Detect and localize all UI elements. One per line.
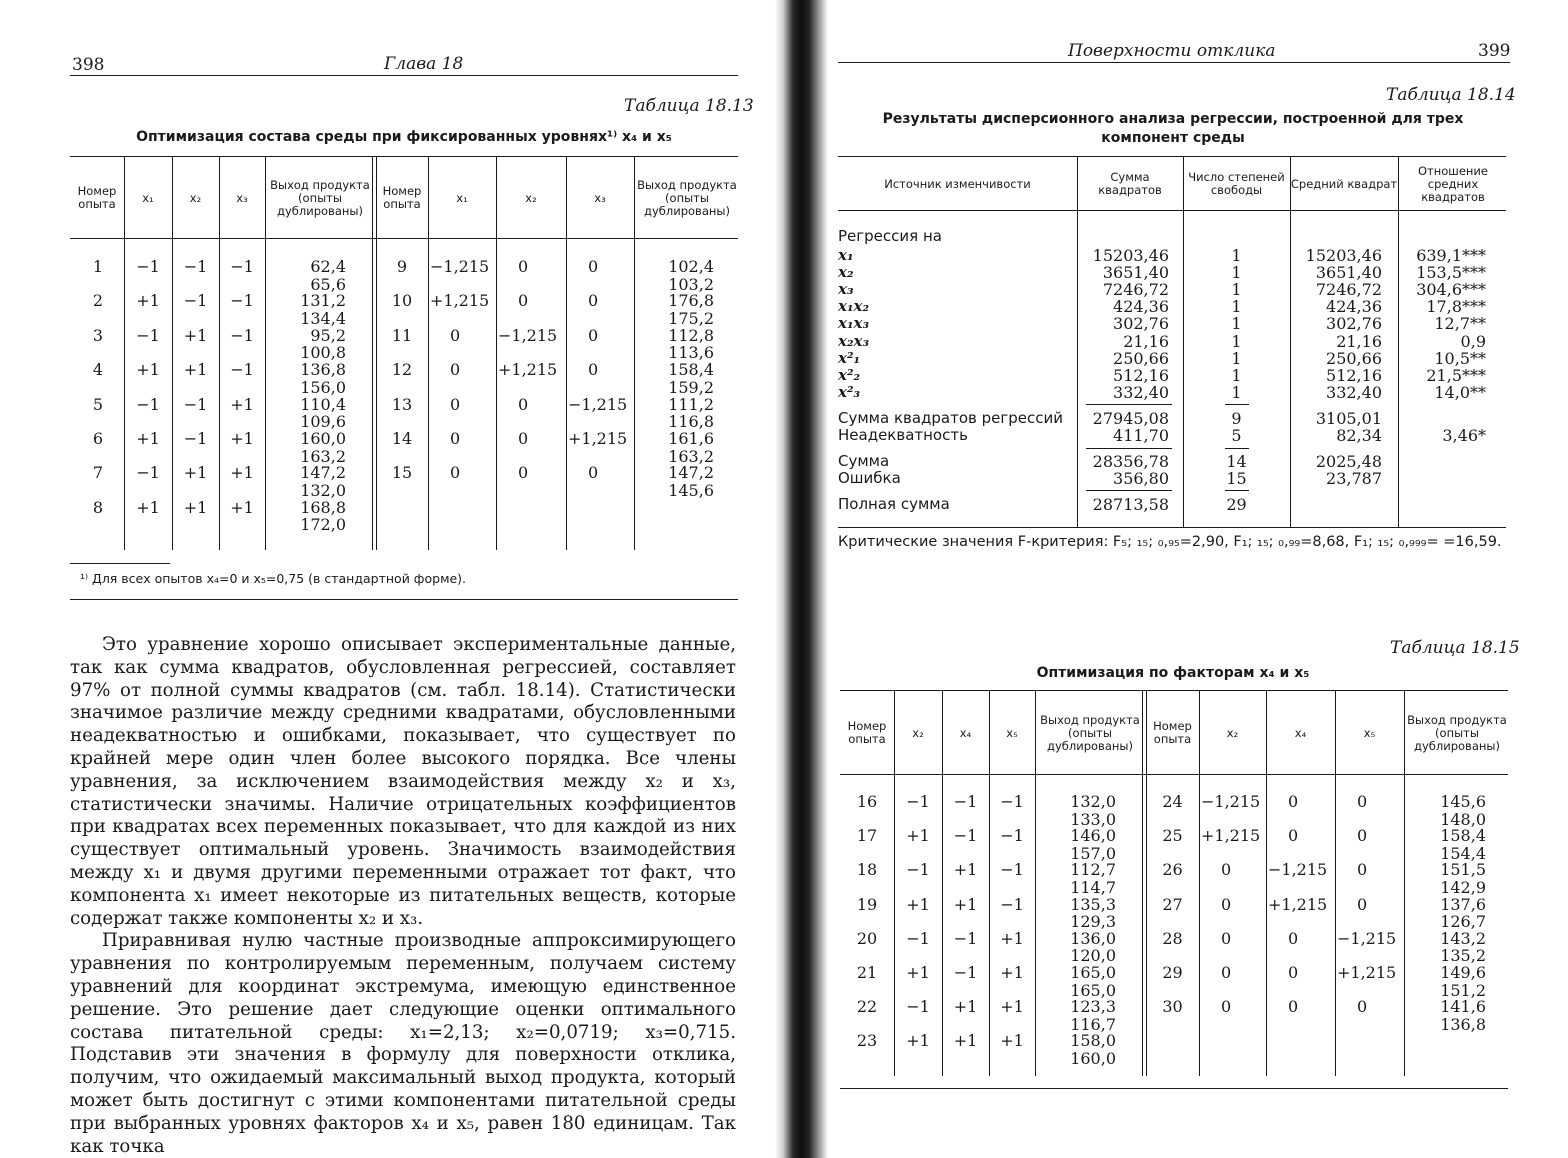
x5-value: +1,215 (1337, 963, 1397, 982)
mean-square: 23,787 (1326, 469, 1382, 488)
x3-value: +1 (230, 497, 254, 517)
t14-critical-values: Критические значения F-критерия: F₅; ₁₅; ₀,₉₅=2,90, F₁; ₁₅; ₀,₉₉=8,68, F₁; ₁₅; ₀,₉₉₉= =16,59. (838, 534, 1502, 550)
mean-square: 250,66 (1326, 348, 1382, 368)
run-number: 23 (856, 1031, 878, 1051)
yield-value: 102,4 103,2 (668, 257, 714, 294)
yield-value: 158,0 160,0 (1070, 1031, 1116, 1068)
source-label: x₁ (838, 246, 854, 264)
f-ratio: 14,0** (1434, 382, 1486, 402)
x5-value: 0 (1357, 792, 1368, 811)
x4-value: 0 (1288, 997, 1299, 1017)
degrees-of-freedom: 1 (1231, 297, 1242, 317)
run-number: 6 (92, 429, 104, 448)
table-18-14-label: Таблица 18.14 (1386, 85, 1516, 105)
source-label: x₁x₂ (838, 297, 870, 316)
degrees-of-freedom: 1 (1231, 246, 1242, 265)
x3-value: −1,215 (568, 394, 628, 414)
x2-value: +1,215 (1201, 826, 1261, 846)
mean-square: 82,34 (1336, 426, 1382, 445)
x1-value: −1 (136, 325, 160, 345)
run-number: 29 (1162, 963, 1183, 982)
col-header-x3-2: x₃ (594, 190, 606, 205)
sum-of-squares: 7246,72 (1102, 280, 1169, 300)
run-number: 24 (1162, 792, 1183, 811)
yield-value: 147,2 145,6 (668, 463, 714, 500)
col-header-x1-2: x₁ (456, 190, 468, 205)
sum-of-squares: 411,70 (1113, 426, 1169, 445)
x5-value: −1 (1000, 894, 1024, 914)
summary-label: Сумма квадратов регрессий (838, 409, 1064, 427)
run-number: 18 (856, 860, 878, 880)
degrees-of-freedom: 1 (1231, 314, 1242, 334)
x2-value: 0 (1221, 894, 1232, 914)
x2-value: −1 (183, 429, 208, 448)
x5-value: +1 (1000, 1031, 1024, 1051)
run-number: 9 (396, 257, 408, 276)
degrees-of-freedom: 1 (1231, 382, 1242, 402)
yield-value: 145,6 148,0 (1440, 792, 1486, 829)
yield-value: 158,4 159,2 (668, 360, 714, 397)
table-18-14-bottom-rule (838, 527, 1506, 528)
yield-value: 123,3 116,7 (1070, 997, 1116, 1034)
degrees-of-freedom: 1 (1231, 331, 1242, 351)
mean-square: 332,40 (1326, 382, 1382, 402)
sum-of-squares: 28356,78 (1092, 452, 1169, 471)
x2-value: −1 (183, 291, 208, 311)
yield-value: 136,8 156,0 (300, 360, 346, 397)
run-number: 1 (92, 257, 104, 276)
body-text (70, 634, 736, 1158)
f-ratio: 21,5*** (1426, 365, 1486, 385)
t15-col-header-run-2: Номер опыта (1153, 719, 1192, 746)
header-rule-right (838, 62, 1510, 63)
right-page (828, 0, 1568, 1158)
x2-value: +1 (906, 1031, 930, 1051)
mean-square: 512,16 (1326, 365, 1382, 385)
x4-value: +1,215 (1268, 894, 1328, 914)
x2-value: +1,215 (498, 360, 558, 380)
f-ratio: 304,6*** (1416, 280, 1486, 300)
yield-value: 95,2 100,8 (300, 325, 346, 363)
x2-value: −1 (906, 928, 930, 948)
yield-value: 161,6 163,2 (668, 429, 714, 466)
t15-col-header-x2: x₂ (912, 725, 924, 740)
source-label: x₃ (838, 280, 854, 299)
run-number: 2 (92, 291, 104, 311)
x2-value: 0 (518, 257, 529, 276)
table-18-15-bottom-rule (840, 1088, 1508, 1089)
x2-value: 0 (1221, 963, 1232, 982)
x4-value: +1 (953, 1031, 978, 1051)
x5-value: −1 (1000, 860, 1024, 880)
mean-square: 21,16 (1336, 331, 1382, 351)
x1-value: 0 (450, 463, 461, 483)
f-ratio: 153,5*** (1416, 263, 1486, 283)
x2-value: 0 (1221, 928, 1232, 948)
running-head-left: Глава 18 (384, 54, 464, 74)
col-header-x2: x₂ (189, 190, 202, 205)
x1-value: −1 (136, 463, 160, 483)
x1-value: 0 (450, 394, 461, 414)
x1-value: +1,215 (430, 291, 490, 311)
table-18-13-caption: Оптимизация состава среды при фиксированных уровнях¹⁾ x₄ и x₅ (136, 129, 672, 145)
degrees-of-freedom: 5 (1231, 426, 1242, 445)
x4-value: −1 (953, 963, 978, 982)
table-18-13-bottom-rule (70, 599, 738, 600)
run-number: 10 (391, 291, 413, 311)
x2-value: −1 (183, 394, 208, 414)
col-header-run: Номер опыта (77, 184, 117, 211)
col-header-x3: x₃ (236, 190, 248, 205)
running-head-right: Поверхности отклика (1068, 41, 1276, 61)
x2-value: −1,215 (498, 325, 558, 345)
run-number: 14 (391, 429, 413, 448)
x4-value: −1 (953, 928, 978, 948)
degrees-of-freedom: 1 (1231, 348, 1242, 368)
mean-square: 3105,01 (1315, 409, 1382, 428)
run-number: 16 (856, 792, 878, 811)
table-18-14-header-rule (838, 210, 1506, 211)
degrees-of-freedom: 1 (1231, 280, 1242, 300)
x3-value: +1 (230, 429, 254, 448)
x4-value: 0 (1288, 928, 1299, 948)
f-ratio: 12,7** (1434, 314, 1486, 334)
x3-value: 0 (588, 325, 599, 345)
x2-value: +1 (906, 826, 930, 846)
source-label: x₂ (838, 263, 854, 282)
f-ratio: 17,8*** (1426, 297, 1486, 317)
yield-value: 160,0 163,2 (300, 429, 346, 466)
table-18-14-top-rule (838, 156, 1506, 157)
run-number: 3 (92, 325, 104, 345)
sum-of-squares: 356,80 (1113, 469, 1169, 488)
table-18-15-top-rule (840, 690, 1508, 691)
x2-value: −1 (183, 257, 208, 276)
x4-value: 0 (1288, 963, 1299, 982)
table-18-13-label: Таблица 18.13 (624, 96, 754, 116)
yield-value: 151,5 142,9 (1440, 860, 1486, 897)
col-header-x2-2: x₂ (525, 190, 537, 205)
x5-value: −1 (1000, 792, 1024, 811)
degrees-of-freedom: 29 (1226, 495, 1247, 514)
sum-of-squares: 27945,08 (1092, 409, 1169, 428)
x3-value: +1 (230, 394, 254, 414)
x5-value: 0 (1357, 997, 1368, 1017)
x1-value: +1 (136, 429, 160, 448)
x2-value: 0 (518, 429, 529, 448)
x4-value: +1 (953, 860, 978, 880)
run-number: 27 (1162, 894, 1183, 914)
t14-regression-heading: Регрессия на (838, 227, 942, 245)
x1-value: +1 (136, 360, 160, 380)
header-rule-left (70, 75, 738, 76)
x4-value: −1 (953, 826, 978, 846)
x1-value: −1,215 (430, 257, 490, 276)
degrees-of-freedom: 1 (1231, 365, 1242, 385)
sum-of-squares: 15203,46 (1092, 246, 1169, 265)
run-number: 11 (391, 325, 413, 345)
run-number: 12 (391, 360, 413, 380)
mean-square: 7246,72 (1315, 280, 1382, 300)
x5-value: −1 (1000, 826, 1024, 846)
x2-value: −1 (906, 860, 930, 880)
table-18-13-footnote: ¹⁾ Для всех опытов x₄=0 и x₅=0,75 (в стандартной форме). (80, 571, 467, 586)
run-number: 20 (856, 928, 878, 948)
sum-of-squares: 302,76 (1113, 314, 1169, 334)
run-number: 4 (92, 360, 104, 380)
summary-label: Неадекватность (838, 426, 968, 444)
source-label: x²₃ (838, 382, 861, 401)
summary-label: Сумма (838, 452, 890, 470)
yield-value: 112,8 113,6 (668, 325, 714, 363)
run-number: 7 (92, 463, 104, 483)
source-label: x²₁ (838, 348, 861, 367)
yield-value: 141,6 136,8 (1440, 997, 1486, 1034)
x4-value: −1 (953, 792, 978, 811)
run-number: 15 (391, 463, 413, 483)
x3-value: −1 (230, 257, 254, 276)
x1-value: −1 (136, 257, 160, 276)
table-18-13-footnote-rule (70, 563, 170, 564)
table-18-15-header-rule (840, 774, 1508, 775)
yield-value: 165,0 165,0 (1070, 963, 1116, 1000)
x5-value: −1,215 (1337, 928, 1397, 948)
source-label: x₁x₃ (838, 314, 870, 333)
sum-of-squares: 512,16 (1113, 365, 1169, 385)
x5-value: +1 (1000, 963, 1024, 982)
t15-col-header-run: Номер опыта (847, 719, 887, 746)
f-ratio: 10,5** (1434, 348, 1486, 368)
x5-value: +1 (1000, 997, 1024, 1017)
x5-value: 0 (1357, 894, 1368, 914)
t14-header-f: Отношение средних квадратов (1418, 163, 1488, 204)
x1-value: +1 (136, 497, 160, 517)
x2-value: +1 (183, 463, 208, 483)
degrees-of-freedom: 9 (1231, 409, 1242, 428)
x1-value: −1 (136, 394, 160, 414)
x2-value: +1 (183, 325, 208, 345)
t14-header-ms: Средний квадрат (1290, 176, 1398, 191)
subtotal-rule (1225, 448, 1249, 449)
f-ratio: 639,1*** (1416, 246, 1486, 265)
x2-value: 0 (518, 394, 529, 414)
mean-square: 15203,46 (1305, 246, 1382, 265)
book-gutter (775, 0, 828, 1158)
col-header-yield-2: Выход продукта (опыты дублированы) (637, 177, 737, 218)
run-number: 21 (856, 963, 878, 982)
x3-value: 0 (588, 360, 599, 380)
col-header-yield: Выход продукта (опыты дублированы) (270, 177, 370, 218)
subtotal-rule (1086, 490, 1172, 491)
table-18-13-top-rule (70, 156, 738, 157)
t15-col-header-x2-2: x₂ (1226, 725, 1239, 740)
page-number-right: 399 (1478, 41, 1511, 61)
x1-value: +1 (136, 291, 160, 311)
table-18-14-caption: Результаты дисперсионного анализа регрессии, построенной для трех компонент среды (882, 111, 1464, 146)
sum-of-squares: 332,40 (1113, 382, 1169, 402)
x2-value: +1 (183, 360, 208, 380)
x2-value: +1 (183, 497, 208, 517)
x3-value: −1 (230, 360, 254, 380)
x2-value: 0 (518, 291, 529, 311)
x3-value: 0 (588, 463, 599, 483)
run-number: 26 (1162, 860, 1183, 880)
yield-value: 111,2 116,8 (668, 394, 714, 432)
subtotal-rule (1225, 490, 1249, 491)
table-18-15-label: Таблица 18.15 (1390, 638, 1520, 658)
sum-of-squares: 21,16 (1123, 331, 1169, 351)
sum-of-squares: 28713,58 (1092, 495, 1169, 514)
x3-value: 0 (588, 291, 599, 311)
run-number: 8 (92, 497, 104, 517)
t15-col-header-x4: x₄ (959, 725, 972, 740)
source-label: x₂x₃ (838, 331, 870, 350)
run-number: 19 (856, 894, 878, 914)
yield-value: 112,7 114,7 (1070, 860, 1116, 897)
col-header-x1: x₁ (142, 190, 154, 205)
run-number: 22 (856, 997, 878, 1017)
t14-header-ss: Сумма квадратов (1098, 170, 1162, 197)
yield-value: 135,3 129,3 (1070, 894, 1116, 932)
subtotal-rule (1086, 404, 1172, 405)
page-number-left: 398 (72, 55, 105, 75)
degrees-of-freedom: 14 (1226, 452, 1247, 471)
table-18-15-caption: Оптимизация по факторам x₄ и x₅ (1036, 665, 1310, 681)
run-number: 17 (856, 826, 878, 846)
source-label: x²₂ (838, 365, 861, 384)
subtotal-rule (1225, 404, 1249, 405)
sum-of-squares: 3651,40 (1102, 263, 1169, 283)
x1-value: 0 (450, 325, 461, 345)
yield-value: 146,0 157,0 (1070, 826, 1116, 863)
f-ratio: 3,46* (1442, 426, 1486, 445)
summary-label: Полная сумма (838, 495, 950, 513)
mean-square: 2025,48 (1315, 452, 1382, 471)
x3-value: −1 (230, 291, 254, 311)
x2-value: 0 (1221, 997, 1232, 1017)
paragraph-1: Это уравнение хорошо описывает экспериментальные данные, так как сумма квадратов, обусловленная регрессией, составляет 97% от полной суммы квадратов (см. табл. 18.14). Статистически значимое различие между средними квадратами, обусловленными неадекватностью и ошибками, показывает, что существует по крайней мере один член более высокого порядка. Все члены уравнения, за исключением взаимодействия между x₂ и x₃, статистически значимы. Наличие отрицательных коэффициентов при квадратах всех переменных показывает, что для каждой из них существует оптимальный уровень. Значимость взаимодействия между x₁ и двумя другими переменными отражает тот факт, что компонента x₁ имеет некоторые из питательных веществ, которые содержат также компоненты x₂ и x₃. (70, 634, 736, 929)
yield-value: 110,4 109,6 (300, 394, 346, 432)
f-ratio: 0,9 (1460, 331, 1486, 351)
x2-value: +1 (906, 894, 930, 914)
t15-col-header-x5-2: x₅ (1363, 725, 1376, 740)
subtotal-rule (1086, 448, 1172, 449)
x2-value: +1 (906, 963, 930, 982)
yield-value: 143,2 135,2 (1440, 928, 1486, 966)
table-18-13-header-rule (70, 238, 738, 239)
yield-value: 149,6 151,2 (1440, 963, 1486, 1000)
x3-value: −1 (230, 325, 254, 345)
run-number: 5 (92, 394, 104, 414)
t15-col-header-x4-2: x₄ (1294, 725, 1307, 740)
sum-of-squares: 424,36 (1113, 297, 1169, 317)
yield-value: 176,8 175,2 (668, 291, 714, 328)
x2-value: 0 (1221, 860, 1232, 880)
x3-value: +1,215 (568, 429, 628, 448)
degrees-of-freedom: 15 (1226, 469, 1247, 488)
x2-value: 0 (518, 463, 529, 483)
run-number: 28 (1162, 928, 1183, 948)
yield-value: 147,2 132,0 (300, 463, 346, 500)
mean-square: 424,36 (1326, 297, 1382, 317)
x4-value: 0 (1288, 792, 1299, 811)
x4-value: −1,215 (1268, 860, 1328, 880)
yield-value: 132,0 133,0 (1070, 792, 1116, 829)
x4-value: +1 (953, 997, 978, 1017)
x5-value: 0 (1357, 860, 1368, 880)
yield-value: 168,8 172,0 (300, 497, 346, 535)
x2-value: −1,215 (1201, 792, 1261, 811)
left-page (0, 0, 775, 1158)
t15-col-header-x5: x₅ (1006, 725, 1018, 740)
x1-value: 0 (450, 429, 461, 448)
t14-header-df: Число степеней свободы (1188, 170, 1285, 197)
x1-value: 0 (450, 360, 461, 380)
t15-col-header-yield: Выход продукта (опыты дублированы) (1040, 712, 1140, 753)
x3-value: 0 (588, 257, 599, 276)
yield-value: 158,4 154,4 (1440, 826, 1486, 863)
degrees-of-freedom: 1 (1231, 263, 1242, 283)
x2-value: −1 (906, 792, 930, 811)
yield-value: 62,4 65,6 (310, 257, 346, 294)
x5-value: +1 (1000, 928, 1024, 948)
x5-value: 0 (1357, 826, 1368, 846)
t15-col-header-yield-2: Выход продукта (опыты дублированы) (1407, 712, 1507, 753)
yield-value: 131,2 134,4 (300, 291, 346, 328)
run-number: 13 (391, 394, 413, 414)
mean-square: 3651,40 (1315, 263, 1382, 283)
x4-value: +1 (953, 894, 978, 914)
run-number: 30 (1162, 997, 1183, 1017)
x2-value: −1 (906, 997, 930, 1017)
t14-header-source: Источник изменчивости (884, 176, 1031, 191)
paragraph-2: Приравнивая нулю частные производные аппроксимирующего уравнения по контролируемым переменным, получаем систему уравнений для координат экстремума, имеющую единственное решение. Это решение дает следующие оценки оптимального состава питательной среды: x₁=2,13; x₂=0,0719; x₃=0,715. Подставив эти значения в формулу для поверхности отклика, получим, что ожидаемый максимальный выход продукта, который может быть достигнут с этими компонентами питательной среды при выбранных уровнях факторов x₄ и x₅, равен 180 единицам. Так как точка (70, 930, 736, 1157)
summary-label: Ошибка (838, 469, 901, 487)
col-header-run-2: Номер опыта (382, 184, 422, 211)
yield-value: 137,6 126,7 (1440, 894, 1486, 932)
yield-value: 136,0 120,0 (1070, 928, 1116, 966)
run-number: 25 (1162, 826, 1183, 846)
sum-of-squares: 250,66 (1113, 348, 1169, 368)
x3-value: +1 (230, 463, 254, 483)
x4-value: 0 (1288, 826, 1299, 846)
mean-square: 302,76 (1326, 314, 1382, 334)
